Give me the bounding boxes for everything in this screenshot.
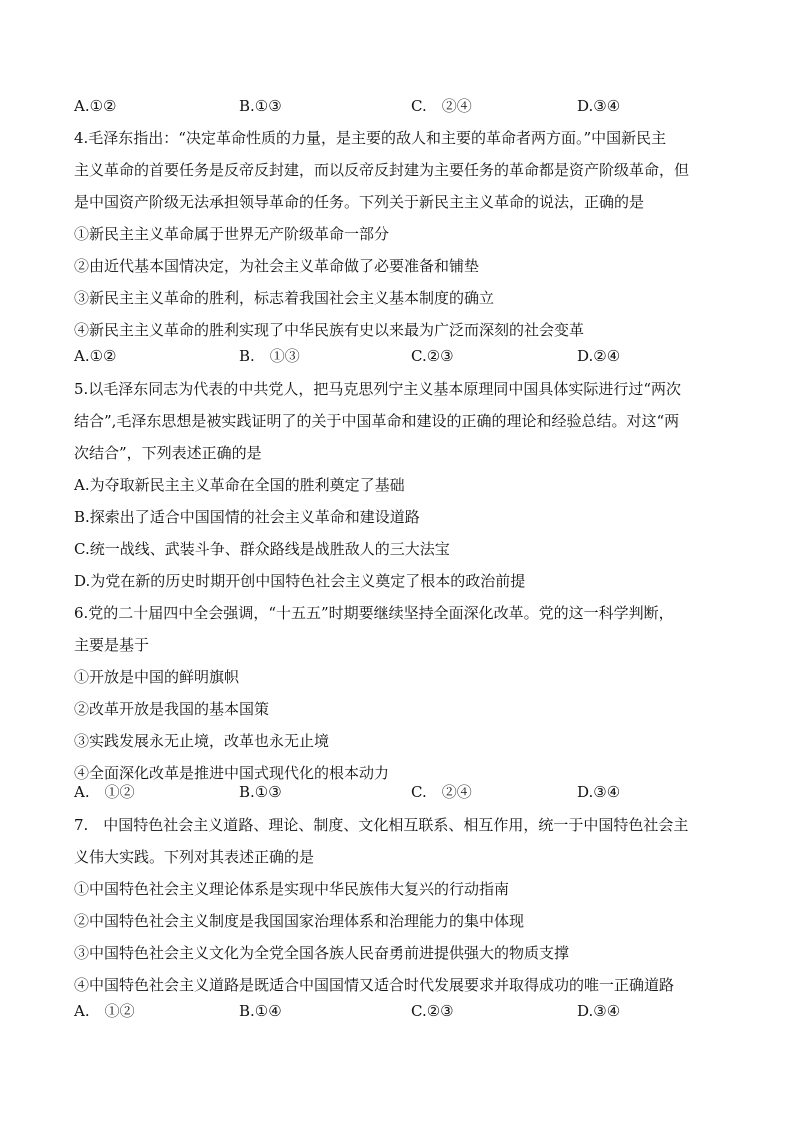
q3-option-d: D.③④ [577, 97, 621, 115]
q4-statement-4: ④新民主主义革命的胜利实现了中华民族有史以来最为广泛而深刻的社会变革 [74, 321, 585, 339]
q7-option-c: C.②③ [411, 1002, 454, 1020]
q4-statement-3: ③新民主主义革命的胜利，标志着我国社会主义基本制度的确立 [74, 289, 495, 307]
q4-statement-1: ①新民主主义革命属于世界无产阶级革命一部分 [74, 225, 390, 243]
q4-statement-2: ②由近代基本国情决定，为社会主义革命做了必要准备和铺垫 [74, 257, 480, 275]
q5-stem-line-3: 次结合”，下列表述正确的是 [74, 444, 262, 462]
q5-choice-d: D.为党在新的历史时期开创中国特色社会主义奠定了根本的政治前提 [74, 572, 526, 590]
q4-stem-line-3: 是中国资产阶级无法承担领导革命的任务。下列关于新民主主义革命的说法，正确的是 [74, 193, 645, 211]
q6-statement-3: ③实践发展永无止境，改革也永无止境 [74, 732, 330, 750]
q4-stem-line-2: 主义革命的首要任务是反帝反封建，而以反帝反封建为主要任务的革命都是资产阶级革命，但 [74, 161, 690, 179]
q7-options [74, 1001, 754, 1021]
q6-option-a: A. ①② [74, 783, 135, 801]
q3-option-a: A.①② [74, 97, 117, 115]
q4-stem-line-1: 4.毛泽东指出：“决定革命性质的力量，是主要的敌人和主要的革命者两方面。”中国新民主 [74, 129, 667, 147]
q7-stem-line-1: 7. 中国特色社会主义道路、理论、制度、文化相互联系、相互作用，统一于中国特色社会主 [74, 816, 689, 834]
q5-choice-a: A.为夺取新民主主义革命在全国的胜利奠定了基础 [74, 476, 405, 494]
q6-statement-2: ②改革开放是我国的基本国策 [74, 700, 270, 718]
q5-stem-line-1: 5.以毛泽东同志为代表的中共党人，把马克思列宁主义基本原理同中国具体实际进行过“两次 [74, 380, 681, 398]
q4-option-a: A.①② [74, 347, 117, 365]
q3-option-c: C. ②④ [411, 97, 472, 115]
q6-stem-line-1: 6.党的二十届四中全会强调，“十五五”时期要继续坚持全面深化改革。党的这一科学判断， [74, 604, 674, 622]
q3-options [74, 96, 754, 116]
q7-option-b: B.①④ [239, 1002, 282, 1020]
q4-option-b: B. ①③ [239, 347, 300, 365]
q7-statement-2: ②中国特色社会主义制度是我国国家治理体系和治理能力的集中体现 [74, 912, 525, 930]
q7-statement-3: ③中国特色社会主义文化为全党全国各族人民奋勇前进提供强大的物质支撑 [74, 944, 570, 962]
q7-stem-line-2: 义伟大实践。下列对其表述正确的是 [74, 848, 315, 866]
q6-options [74, 782, 754, 802]
q4-option-c: C.②③ [411, 347, 454, 365]
q6-option-b: B.①③ [239, 783, 282, 801]
q7-statement-1: ①中国特色社会主义理论体系是实现中华民族伟大复兴的行动指南 [74, 880, 510, 898]
q7-option-a: A. ①② [74, 1002, 135, 1020]
q6-statement-4: ④全面深化改革是推进中国式现代化的根本动力 [74, 764, 390, 782]
q7-option-d: D.③④ [577, 1002, 621, 1020]
q6-option-d: D.③④ [577, 783, 621, 801]
q4-options [74, 346, 754, 366]
q6-option-c: C. ②④ [411, 783, 472, 801]
q7-statement-4: ④中国特色社会主义道路是既适合中国国情又适合时代发展要求并取得成功的唯一正确道路 [74, 976, 675, 994]
q6-stem-line-2: 主要是基于 [74, 636, 150, 654]
q5-choice-b: B.探索出了适合中国国情的社会主义革命和建设道路 [74, 508, 420, 526]
q5-choice-c: C.统一战线、武装斗争、群众路线是战胜敌人的三大法宝 [74, 540, 450, 558]
q5-stem-line-2: 结合”,毛泽东思想是被实践证明了的关于中国革命和建设的正确的理论和经验总结。对这“两 [74, 412, 680, 430]
q3-option-b: B.①③ [239, 97, 282, 115]
q6-statement-1: ①开放是中国的鲜明旗帜 [74, 668, 240, 686]
q4-option-d: D.②④ [577, 347, 621, 365]
